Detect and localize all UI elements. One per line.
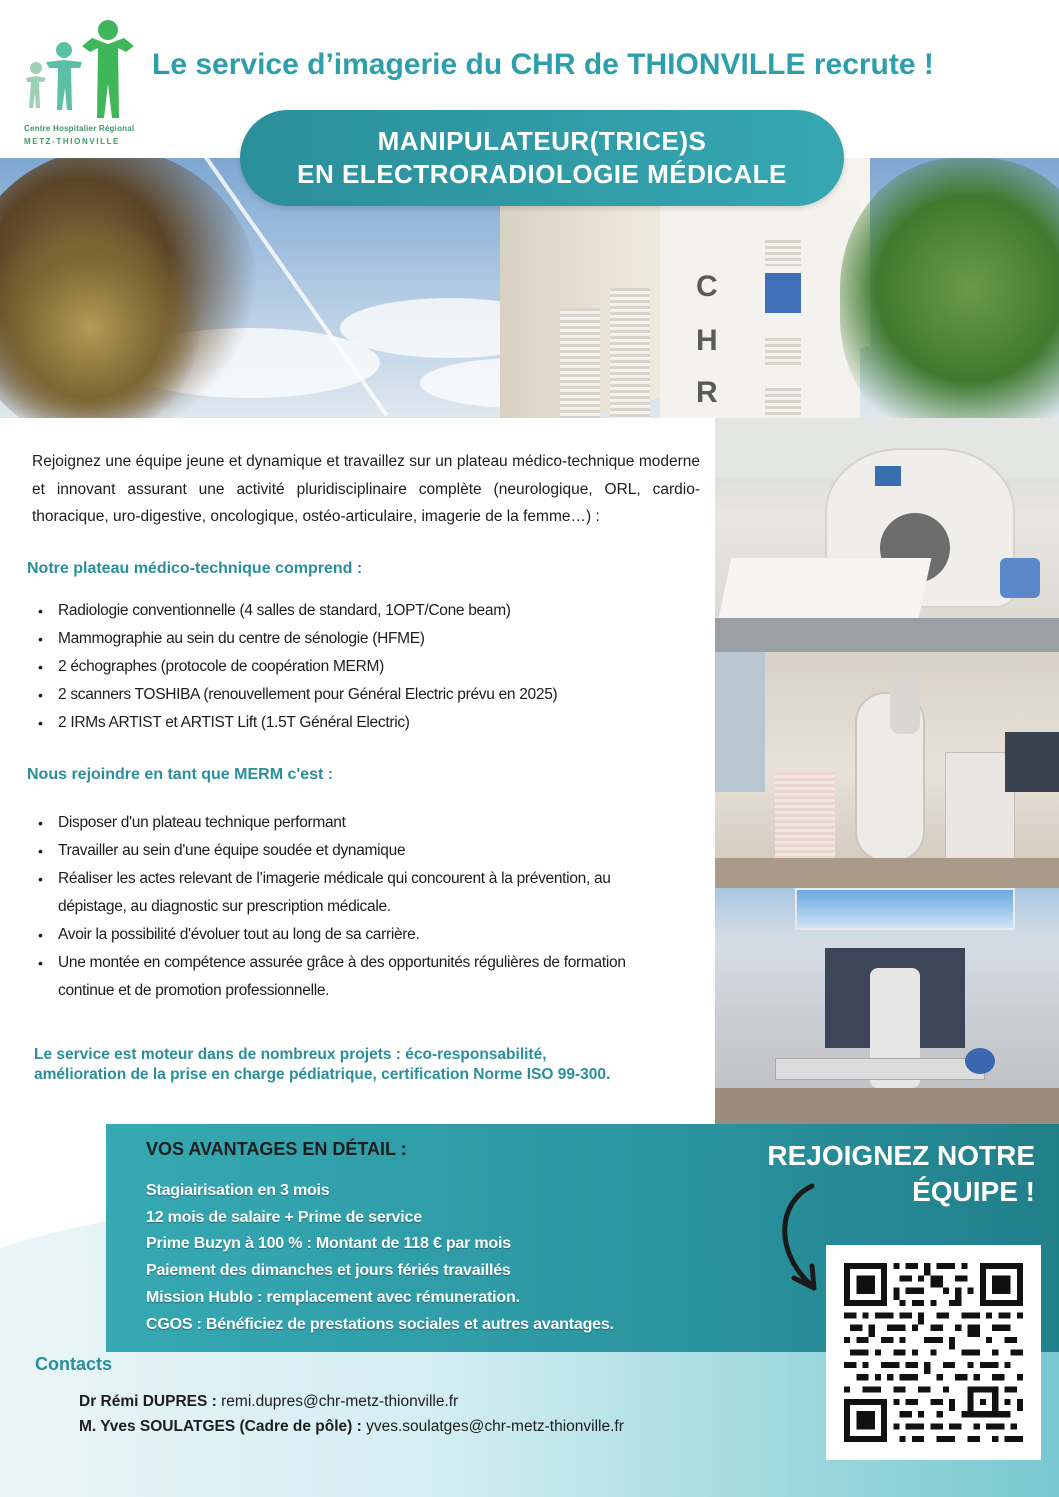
list-item: • 2 échographes (protocole de coopération MERM)	[38, 653, 698, 681]
advantage-item: CGOS : Bénéficiez de prestations sociales et autres avantages.	[146, 1315, 614, 1333]
plateau-list	[38, 597, 698, 737]
contact-line	[79, 1393, 458, 1411]
advantage-item: Paiement des dimanches et jours fériés travaillés	[146, 1262, 511, 1280]
page-title: Le service d’imagerie du CHR de THIONVILLE recrute !	[152, 48, 934, 81]
advantages-list	[146, 1178, 614, 1338]
contact-name: Dr Rémi DUPRES :	[79, 1393, 217, 1410]
qr-code[interactable]	[826, 1245, 1041, 1460]
join-line2: ÉQUIPE !	[912, 1176, 1035, 1207]
list-item: • Réaliser les actes relevant de l’imagerie médicale qui concourent à la prévention, au dépistage, au diagnostic sur prescription médicale.	[38, 865, 678, 921]
list-item: • Avoir la possibilité d'évoluer tout au long de sa carrière.	[38, 921, 678, 949]
projects-line1: Le service est moteur dans de nombreux projets : éco-responsabilité,	[34, 1046, 547, 1063]
advantage-item: Prime Buzyn à 100 % : Montant de 118 € par mois	[146, 1235, 511, 1253]
list-item: • 2 IRMs ARTIST et ARTIST Lift (1.5T Général Electric)	[38, 709, 698, 737]
join-line1: REJOIGNEZ NOTRE	[767, 1140, 1035, 1171]
building-letter-r: R	[696, 376, 718, 409]
advantages-title: VOS AVANTAGES EN DÉTAIL :	[146, 1139, 407, 1159]
list-item: • Disposer d'un plateau technique performant	[38, 809, 678, 837]
mammography-room-photo	[715, 652, 1059, 888]
job-title-banner	[240, 110, 844, 206]
list-item: • Travailler au sein d'une équipe soudée et dynamique	[38, 837, 678, 865]
list-item: • Une montée en compétence assurée grâce à des opportunités régulières de formation continue et de promotion professionnelle.	[38, 949, 678, 1005]
contacts-title: Contacts	[35, 1354, 113, 1374]
projects-statement	[34, 1045, 714, 1085]
mri-room-photo	[715, 418, 1059, 652]
contact-line	[79, 1418, 624, 1436]
contact-email[interactable]: remi.dupres@chr-metz-thionville.fr	[216, 1393, 459, 1410]
contact-name: M. Yves SOULATGES (Cadre de pôle) :	[79, 1418, 362, 1435]
plateau-section-title: Notre plateau médico-technique comprend :	[27, 560, 363, 577]
radiology-room-photo	[715, 888, 1059, 1124]
list-item: • Mammographie au sein du centre de sénologie (HFME)	[38, 625, 698, 653]
logo-text-line2: METZ-THIONVILLE	[24, 137, 120, 146]
list-item: • Radiologie conventionnelle (4 salles de standard, 1OPT/Cone beam)	[38, 597, 698, 625]
logo-figures-icon	[22, 18, 140, 124]
logo-text-line1: Centre Hospitalier Régional	[24, 124, 135, 133]
merm-section-title: Nous rejoindre en tant que MERM c'est :	[27, 766, 334, 783]
intro-paragraph: Rejoignez une équipe jeune et dynamique et travaillez sur un plateau médico-technique moderne et innovant assurant une activité pluridisciplinaire complète (neurologique, ORL, cardio-thoracique, uro-digestive, oncologique, ostéo-articulaire, imagerie de la femme…) :	[32, 453, 700, 525]
contact-email[interactable]: yves.soulatges@chr-metz-thionville.fr	[361, 1418, 624, 1435]
building-letter-c: C	[696, 270, 718, 303]
projects-line2: amélioration de la prise en charge pédiatrique, certification Norme ISO 99-300.	[34, 1066, 611, 1083]
banner-line1: MANIPULATEUR(TRICE)S	[377, 126, 707, 156]
banner-line2: EN ELECTRORADIOLOGIE MÉDICALE	[297, 159, 787, 189]
qr-code-icon	[844, 1263, 1023, 1442]
building-letter-h: H	[696, 324, 718, 357]
advantage-item: Mission Hublo : remplacement avec rémuneration.	[146, 1288, 520, 1306]
list-item: • 2 scanners TOSHIBA (renouvellement pour Général Electric prévu en 2025)	[38, 681, 698, 709]
chr-logo	[22, 18, 140, 146]
advantage-item: 12 mois de salaire + Prime de service	[146, 1208, 422, 1226]
merm-list	[38, 809, 678, 1005]
advantage-item: Stagiairisation en 3 mois	[146, 1182, 330, 1199]
